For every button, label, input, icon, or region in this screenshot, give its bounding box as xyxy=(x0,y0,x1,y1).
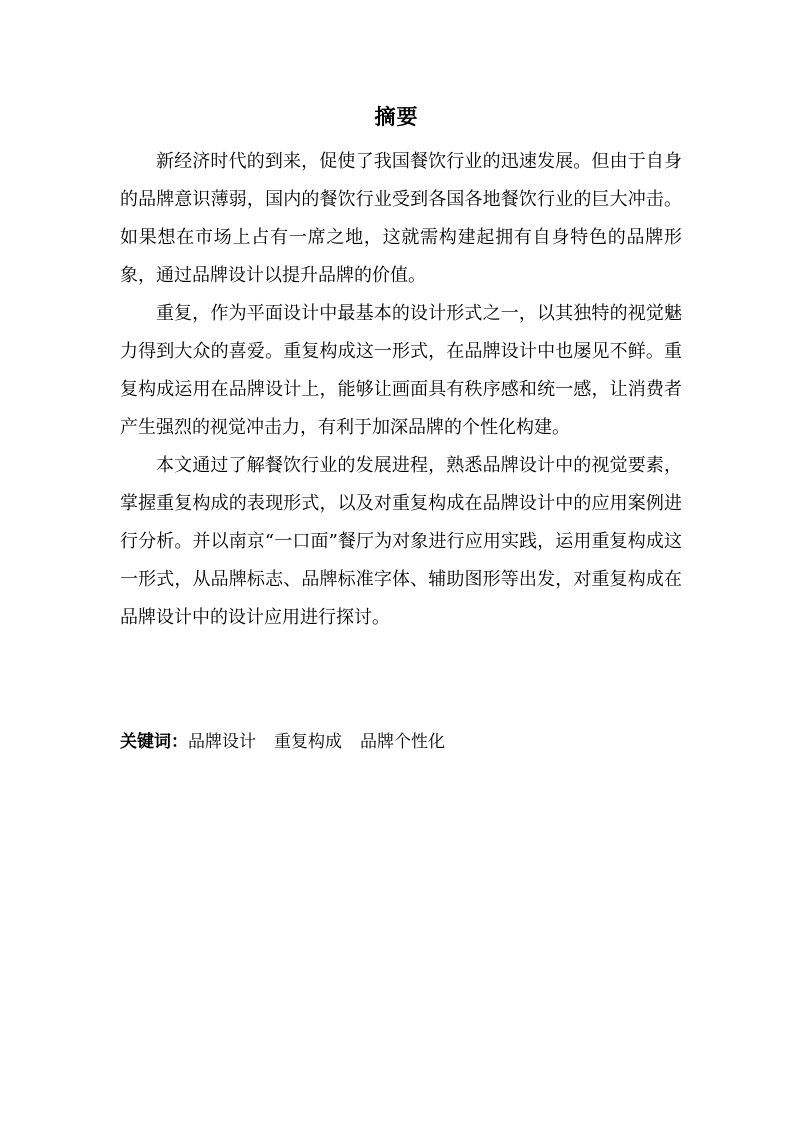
keyword-item: 重复构成 xyxy=(274,732,342,752)
abstract-paragraph-3: 本文通过了解餐饮行业的发展进程，熟悉品牌设计中的视觉要素，掌握重复构成的表现形式，以及对重复构成在品牌设计中的应用案例进行分析。并以南京“一口面”餐厅为对象进行应用实践，运用重复构成这一形式，从品牌标志、品牌标准字体、辅助图形等出发，对重复构成在品牌设计中的设计应用进行探讨。 xyxy=(120,455,682,628)
keywords-label: 关键词： xyxy=(120,732,188,752)
abstract-title: 摘要 xyxy=(374,105,419,129)
abstract-paragraph-2: 重复，作为平面设计中最基本的设计形式之一，以其独特的视觉魅力得到大众的喜爱。重复构成这一形式，在品牌设计中也屡见不鲜。重复构成运用在品牌设计上，能够让画面具有秩序感和统一感，让消费者产生强烈的视觉冲击力，有利于加深品牌的个性化构建。 xyxy=(120,303,682,438)
keyword-item: 品牌个性化 xyxy=(360,732,445,752)
keyword-item: 品牌设计 xyxy=(188,732,256,752)
abstract-paragraph-1: 新经济时代的到来，促使了我国餐饮行业的迅速发展。但由于自身的品牌意识薄弱，国内的餐饮行业受到各国各地餐饮行业的巨大冲击。如果想在市场上占有一席之地，这就需构建起拥有自身特色的品牌形象，通过品牌设计以提升品牌的价值。 xyxy=(120,151,682,286)
abstract-body xyxy=(120,143,682,637)
keywords-line xyxy=(120,727,682,757)
